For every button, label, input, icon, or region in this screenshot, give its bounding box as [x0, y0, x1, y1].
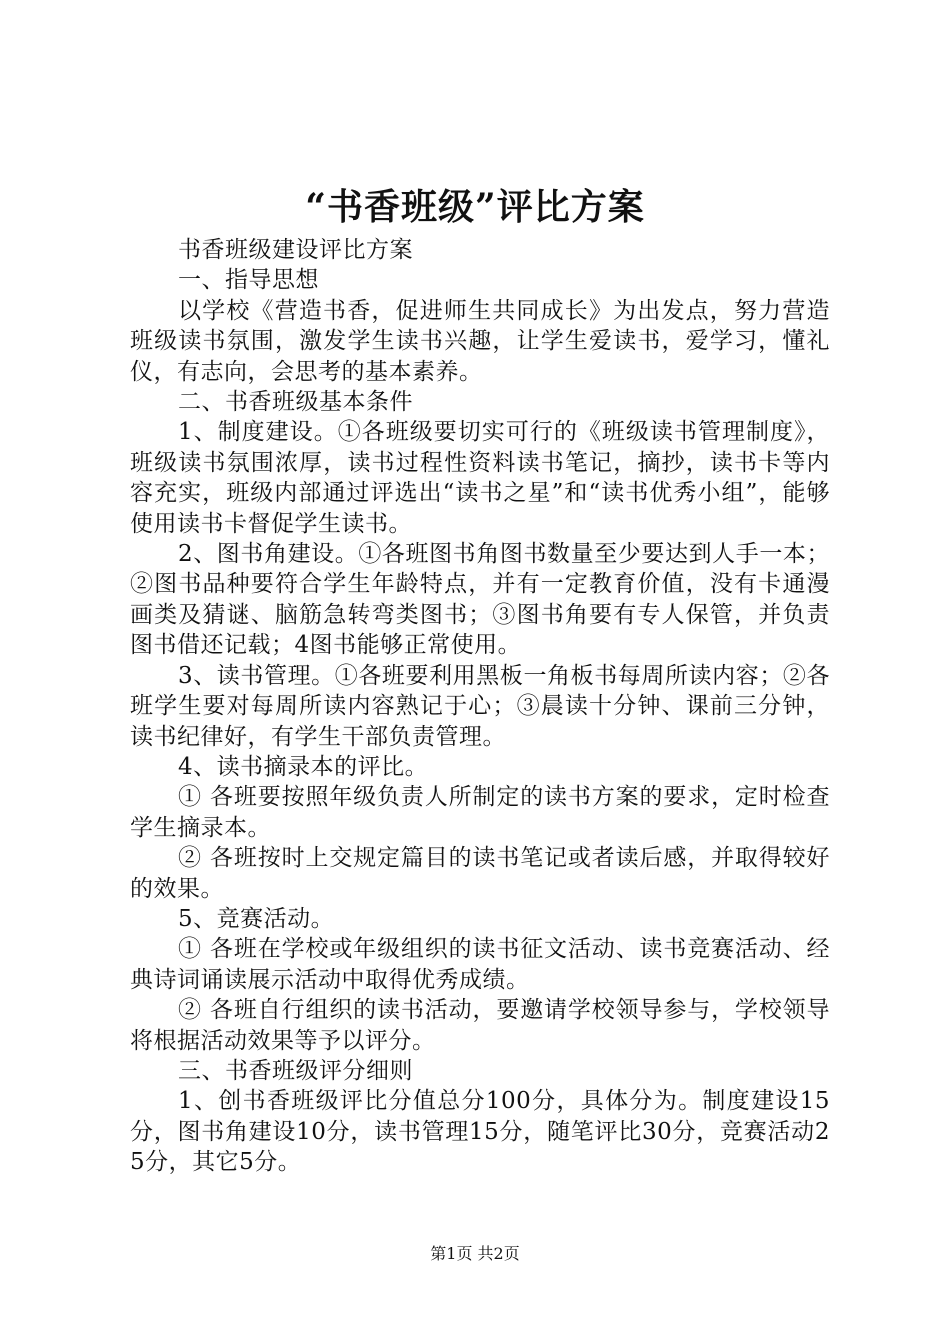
paragraph-excerpt-item-2: ② 各班按时上交规定篇目的读书笔记或者读后感，并取得较好的效果。: [130, 845, 830, 902]
section-heading-scoring-rules: 三、书香班级评分细则: [178, 1057, 413, 1084]
page-footer: 第1页 共2页: [430, 1244, 520, 1263]
section-heading-guiding-thought: 一、指导思想: [178, 267, 319, 294]
paragraph-excerpt-evaluation: 4、读书摘录本的评比。: [178, 753, 429, 780]
paragraph-excerpt-item-1: ① 各班要按照年级负责人所制定的读书方案的要求，定时检查学生摘录本。: [130, 784, 830, 841]
paragraph-competition-item-2: ② 各班自行组织的读书活动，要邀请学校领导参与，学校领导将根据活动效果等予以评分。: [130, 997, 830, 1054]
paragraph-guiding-thought: 以学校《营造书香，促进师生共同成长》为出发点，努力营造班级读书氛围，激发学生读书兴趣，让学生爱读书，爱学习，懂礼仪，有志向，会思考的基本素养。: [130, 297, 830, 385]
paragraph-subtitle: 书香班级建设评比方案: [178, 237, 413, 263]
paragraph-scoring-total: 1、创书香班级评比分值总分100分，具体分为。制度建设15分，图书角建设10分，读书管理15分，随笔评比30分，竞赛活动25分，其它5分。: [130, 1088, 830, 1176]
section-heading-basic-conditions: 二、书香班级基本条件: [178, 389, 413, 416]
document-title: “书香班级”评比方案: [305, 186, 645, 228]
paragraph-book-corner: 2、图书角建设。①各班图书角图书数量至少要达到人手一本；②图书品种要符合学生年龄特点，并有一定教育价值，没有卡通漫画类及猜谜、脑筋急转弯类图书；③图书角要有专人保管，并负责图书借还记载；4图书能够正常使用。: [130, 541, 830, 659]
document-body: [130, 235, 830, 1178]
paragraph-reading-management: 3、读书管理。①各班要利用黑板一角板书每周所读内容；②各班学生要对每周所读内容熟记于心；③晨读十分钟、课前三分钟，读书纪律好，有学生干部负责管理。: [130, 662, 830, 750]
paragraph-competition: 5、竞赛活动。: [178, 905, 335, 932]
paragraph-competition-item-1: ① 各班在学校或年级组织的读书征文活动、读书竞赛活动、经典诗词诵读展示活动中取得优秀成绩。: [130, 936, 830, 993]
paragraph-system-building: 1、制度建设。①各班级要切实可行的《班级读书管理制度》，班级读书氛围浓厚，读书过程性资料读书笔记，摘抄，读书卡等内容充实，班级内部通过评选出“读书之星”和“读书优秀小组”，能够使用读书卡督促学生读书。: [130, 419, 830, 537]
